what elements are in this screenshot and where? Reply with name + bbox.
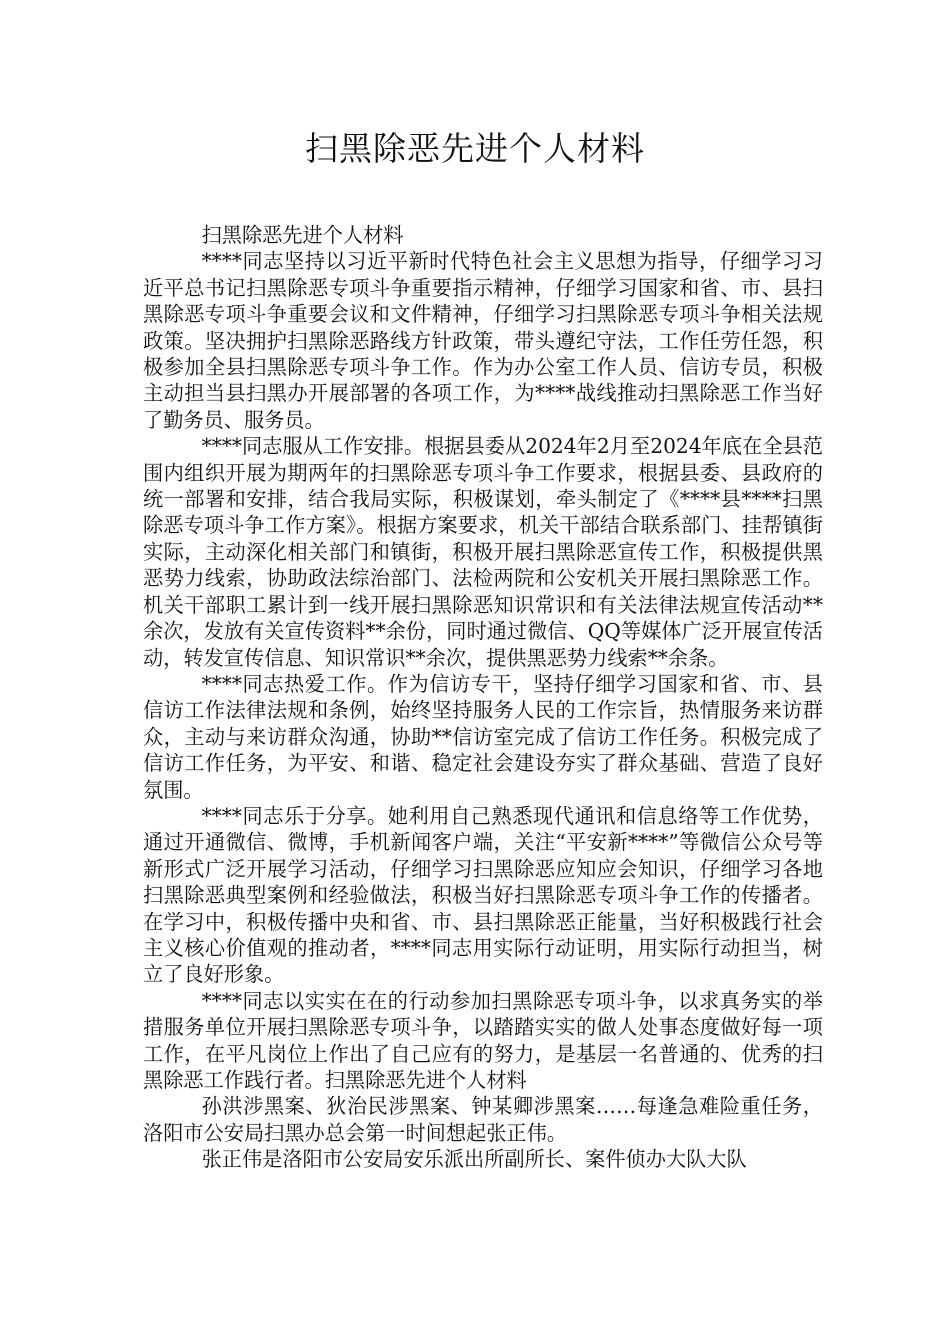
document-body [143,222,823,1173]
paragraph-sharing: ****同志乐于分享。她利用自己熟悉现代通讯和信息络等工作优势，通过开通微信、微博，手机新闻客户端，关注“平安新****”等微信公众号等新形式广泛开展学习活动，仔细学习扫黑除恶应知应会知识，仔细学习各地扫黑除恶典型案例和经验做法，积极当好扫黑除恶专项斗争工作的传播者。在学习中，积极传播中央和省、市、县扫黑除恶正能量，当好积极践行社会主义核心价值观的推动者，****同志用实际行动证明，用实际行动担当，树立了良好形象。 [143,803,823,987]
paragraph-practice: ****同志以实实在在的行动参加扫黑除恶专项斗争，以求真务实的举措服务单位开展扫黑除恶专项斗争，以踏踏实实的做人处事态度做好每一项工作，在平凡岗位上作出了自己应有的努力，是基层一名普通的、优秀的扫黑除恶工作践行者。扫黑除恶先进个人材料 [143,988,823,1092]
paragraph-ideology: ****同志坚持以习近平新时代特色社会主义思想为指导，仔细学习习近平总书记扫黑除恶专项斗争重要指示精神，仔细学习国家和省、市、县扫黑除恶专项斗争重要会议和文件精神，仔细学习扫黑除恶专项斗争相关法规政策。坚决拥护扫黑除恶路线方针政策，带头遵纪守法，工作任劳任怨，积极参加全县扫黑除恶专项斗争工作。作为办公室工作人员、信访专员，积极主动担当县扫黑办开展部署的各项工作，为****战线推动扫黑除恶工作当好了勤务员、服务员。 [143,249,823,432]
paragraph-work-arrangement: ****同志服从工作安排。根据县委从2024年2月至2024年底在全县范围内组织开展为期两年的扫黑除恶专项斗争工作要求，根据县委、县政府的统一部署和安排，结合我局实际，积极谋划，牵头制定了《****县****扫黑除恶专项斗争工作方案》。根据方案要求，机关干部结合联系部门、挂帮镇街实际，主动深化相关部门和镇街，积极开展扫黑除恶宣传工作，积极提供黑恶势力线索，协助政法综治部门、法检两院和公安机关开展扫黑除恶工作。机关干部职工累计到一线开展扫黑除恶知识常识和有关法律法规宣传活动**余次，发放有关宣传资料**余份，同时通过微信、QQ等媒体广泛开展宣传活动，转发宣传信息、知识常识**余次，提供黑恶势力线索**余条。 [143,434,823,670]
document-title: 扫黑除恶先进个人材料 [305,129,645,168]
paragraph-love-work: ****同志热爱工作。作为信访专干，坚持仔细学习国家和省、市、县信访工作法律法规和条例，始终坚持服务人民的工作宗旨，热情服务来访群众，主动与来访群众沟通，协助**信访室完成了信访工作任务。积极完成了信访工作任务，为平安、和谐、稳定社会建设夯实了群众基础、营造了良好氛围。 [143,671,823,802]
paragraph-cases: 孙洪涉黑案、狄治民涉黑案、钟某卿涉黑案……每逢急难险重任务，洛阳市公安局扫黑办总会第一时间想起张正伟。 [143,1094,823,1145]
paragraph-zhang-intro: 张正伟是洛阳市公安局安乐派出所副所长、案件侦办大队大队 [201,1147,747,1172]
paragraph-subtitle: 扫黑除恶先进个人材料 [201,223,404,247]
